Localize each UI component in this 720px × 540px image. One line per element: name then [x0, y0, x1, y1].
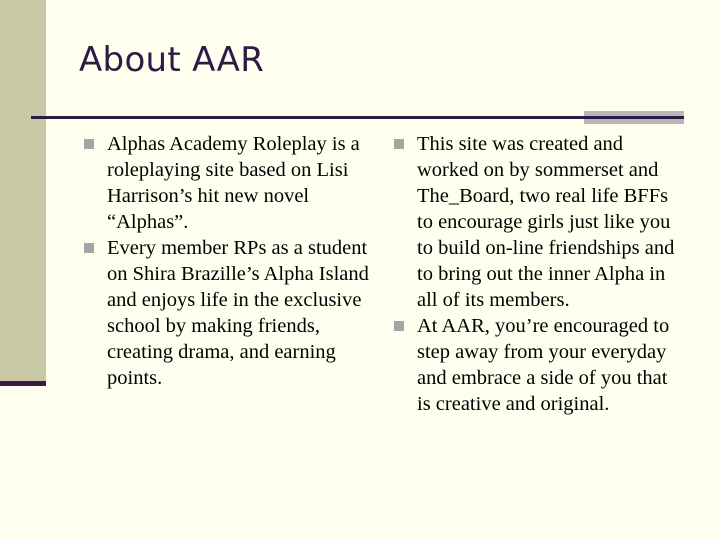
right-bullet-text: This site was created and worked on by sommerset and The_Board, two real life BFFs to encourage girls just like you to build on-line friendships and to bring out the inner Alpha in all of its members. [417, 133, 675, 311]
left-bullet-item [82, 131, 372, 235]
right-bullet-text: At AAR, you’re encouraged to step away from your everyday and embrace a side of you that is creative and original. [417, 315, 670, 415]
right-column [392, 131, 682, 417]
left-bullet-text: Every member RPs as a student on Shira Brazille’s Alpha Island and enjoys life in the exclusive school by making friends, creating drama, and earning points. [107, 237, 369, 389]
left-bullet-item [82, 235, 372, 391]
left-column [82, 131, 372, 391]
decorative-side-band-foot [0, 381, 46, 386]
left-bullet-text: Alphas Academy Roleplay is a roleplaying site based on Lisi Harrison’s hit new novel “Alphas”. [107, 133, 360, 233]
square-bullet-icon [394, 321, 404, 331]
square-bullet-icon [84, 243, 94, 253]
title-divider-accent [584, 111, 684, 124]
decorative-side-band [0, 0, 46, 384]
square-bullet-icon [394, 139, 404, 149]
right-bullet-item [392, 131, 682, 313]
right-bullet-item [392, 313, 682, 417]
square-bullet-icon [84, 139, 94, 149]
slide-title: About AAR [79, 40, 265, 80]
